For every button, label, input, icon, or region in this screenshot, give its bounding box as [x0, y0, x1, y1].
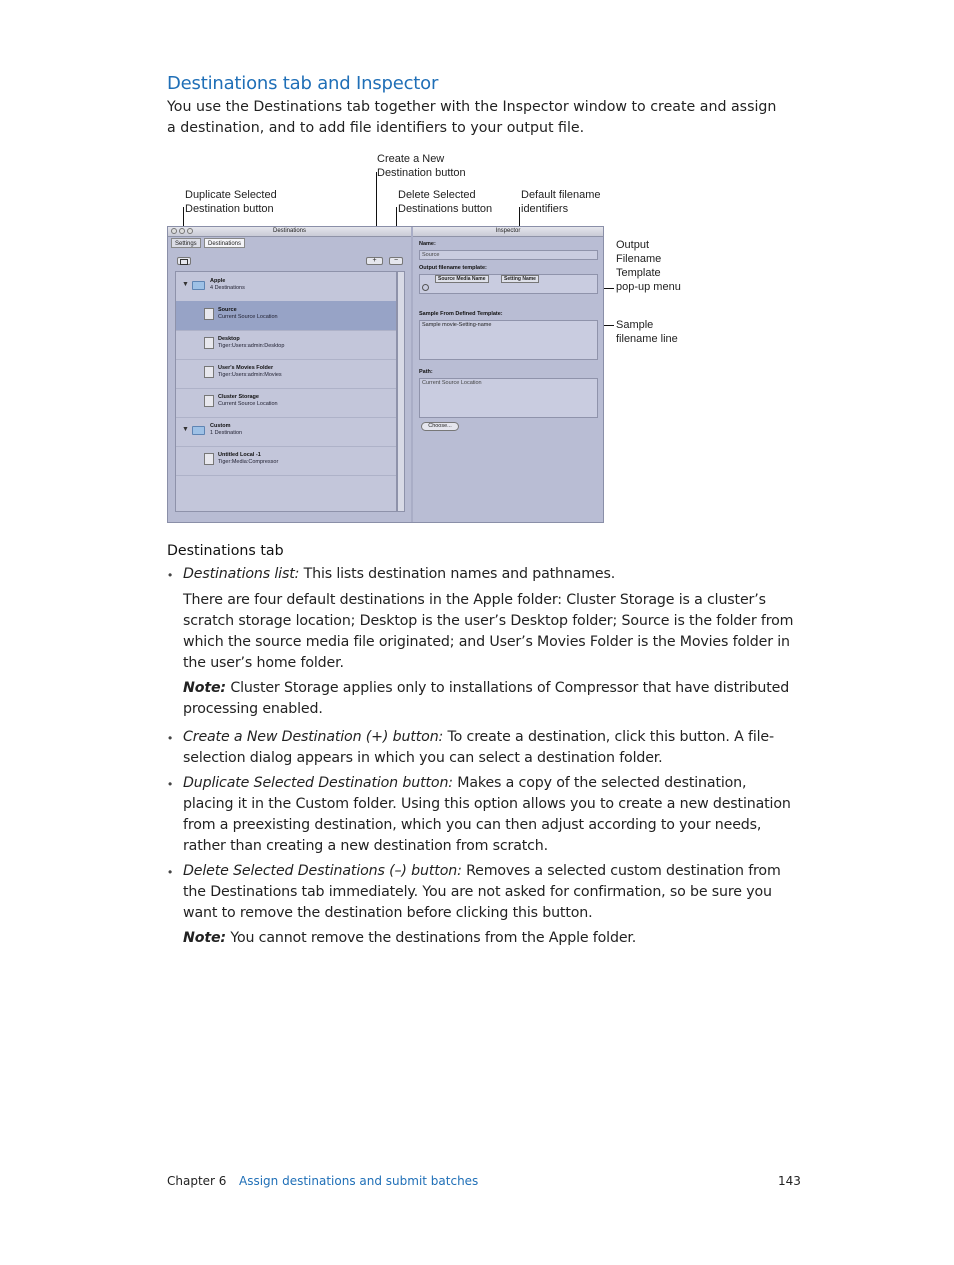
destinations-window-title: Destinations	[272, 228, 307, 234]
disclosure-triangle-icon[interactable]: ▼	[182, 426, 189, 433]
bullet: •	[168, 777, 173, 791]
callout-sample-line: Sample filename line	[616, 319, 678, 345]
name-field[interactable]: Source	[419, 250, 598, 260]
destinations-titlebar	[168, 227, 411, 237]
list-item[interactable]: Source Current Source Location	[176, 301, 396, 331]
subsection-title: Destinations tab	[167, 543, 284, 559]
duplicate-icon	[180, 259, 188, 265]
inspector-titlebar	[413, 227, 603, 237]
template-popup-icon[interactable]	[422, 284, 429, 291]
delete-destination-button[interactable]: −	[389, 257, 403, 265]
note-cluster-storage: Note: Cluster Storage applies only to installations of Compressor that have distributed processing enabled.	[183, 680, 790, 717]
path-label: Path:	[419, 369, 433, 375]
folder-icon	[192, 426, 205, 435]
list-item-destinations-list: Destinations list: This lists destination names and pathnames.	[183, 566, 616, 582]
callout-duplicate: Duplicate Selected Destination button	[185, 189, 277, 215]
tab-destinations[interactable]: Destinations	[204, 238, 245, 248]
inspector-window-title: Inspector	[495, 228, 521, 234]
list-item[interactable]: User's Movies Folder Tiger:Users:admin:Movies	[176, 359, 396, 389]
duplicate-destination-button[interactable]	[177, 257, 191, 265]
destinations-window	[168, 227, 411, 522]
list-item[interactable]: Cluster Storage Current Source Location	[176, 388, 396, 418]
list-item[interactable]: ▼ Apple 4 Destinations	[176, 272, 396, 302]
list-item-duplicate-destination: Duplicate Selected Destination button: Makes a copy of the selected destination, placing it in the Custom folder. Using this option allows you to create a new destination from a preexisting destination, which you can then adjust according to your needs, rather than creating a new destination from scratch.	[183, 775, 791, 854]
disclosure-triangle-icon[interactable]: ▼	[182, 281, 189, 288]
destinations-inspector-screenshot	[167, 226, 604, 523]
folder-icon	[192, 281, 205, 290]
footer-chapter: Chapter 6	[167, 1174, 227, 1188]
destination-icon	[204, 395, 214, 407]
template-label: Output filename template:	[419, 265, 487, 271]
list-scrollbar[interactable]	[397, 271, 405, 512]
callout-output-template: Output Filename Template pop-up menu	[616, 239, 681, 293]
bullet: •	[168, 568, 173, 582]
create-destination-button[interactable]: +	[366, 257, 383, 265]
bullet: •	[168, 865, 173, 879]
note-apple-folder: Note: You cannot remove the destinations from the Apple folder.	[183, 930, 637, 946]
name-label: Name:	[419, 241, 436, 247]
list-item-delete-destination: Delete Selected Destinations (–) button: Removes a selected custom destination from the Destinations tab immediately. You are not asked for confirmation, so be sure you want to remove the destination before clicking this button.	[183, 863, 781, 921]
inspector-window	[413, 227, 603, 522]
footer-chapter-title[interactable]: Assign destinations and submit batches	[239, 1174, 479, 1188]
destination-icon	[204, 366, 214, 378]
destination-icon	[204, 337, 214, 349]
token-setting-name[interactable]: Setting Name	[501, 275, 539, 283]
tab-settings[interactable]: Settings	[171, 238, 201, 248]
choose-button[interactable]: Choose...	[421, 422, 459, 431]
section-heading: Destinations tab and Inspector	[167, 73, 439, 94]
callout-create-new: Create a New Destination button	[377, 153, 466, 179]
destination-icon	[204, 453, 214, 465]
intro-paragraph: You use the Destinations tab together with the Inspector window to create and assign a destination, and to add file identifiers to your output file.	[167, 99, 777, 136]
sample-label: Sample From Defined Template:	[419, 311, 503, 317]
bullet: •	[168, 731, 173, 745]
destinations-list[interactable]	[175, 271, 397, 512]
callout-default-identifiers: Default filename identifiers	[521, 189, 601, 215]
list-item[interactable]: ▼ Custom 1 Destination	[176, 417, 396, 447]
list-item-create-destination: Create a New Destination (+) button: To create a destination, click this button. A file-selection dialog appears in which you can select a destination folder.	[183, 729, 774, 766]
token-source-media-name[interactable]: Source Media Name	[435, 275, 489, 283]
list-item[interactable]: Desktop Tiger:Users:admin:Desktop	[176, 330, 396, 360]
destination-icon	[204, 308, 214, 320]
destinations-list-description: There are four default destinations in the Apple folder: Cluster Storage is a cluster’s scratch storage location; Desktop is the user’s Desktop folder; Source is the folder from which the source media file originated; and User’s Movies Folder is the Movies folder in the user’s home folder.	[183, 592, 794, 671]
list-item[interactable]: Untitled Local -1 Tiger:Media:Compressor	[176, 446, 396, 476]
page-number: 143	[778, 1174, 801, 1188]
callout-delete: Delete Selected Destinations button	[398, 189, 493, 215]
sample-filename-field: Sample movie-Setting-name	[419, 320, 598, 360]
path-field: Current Source Location	[419, 378, 598, 418]
